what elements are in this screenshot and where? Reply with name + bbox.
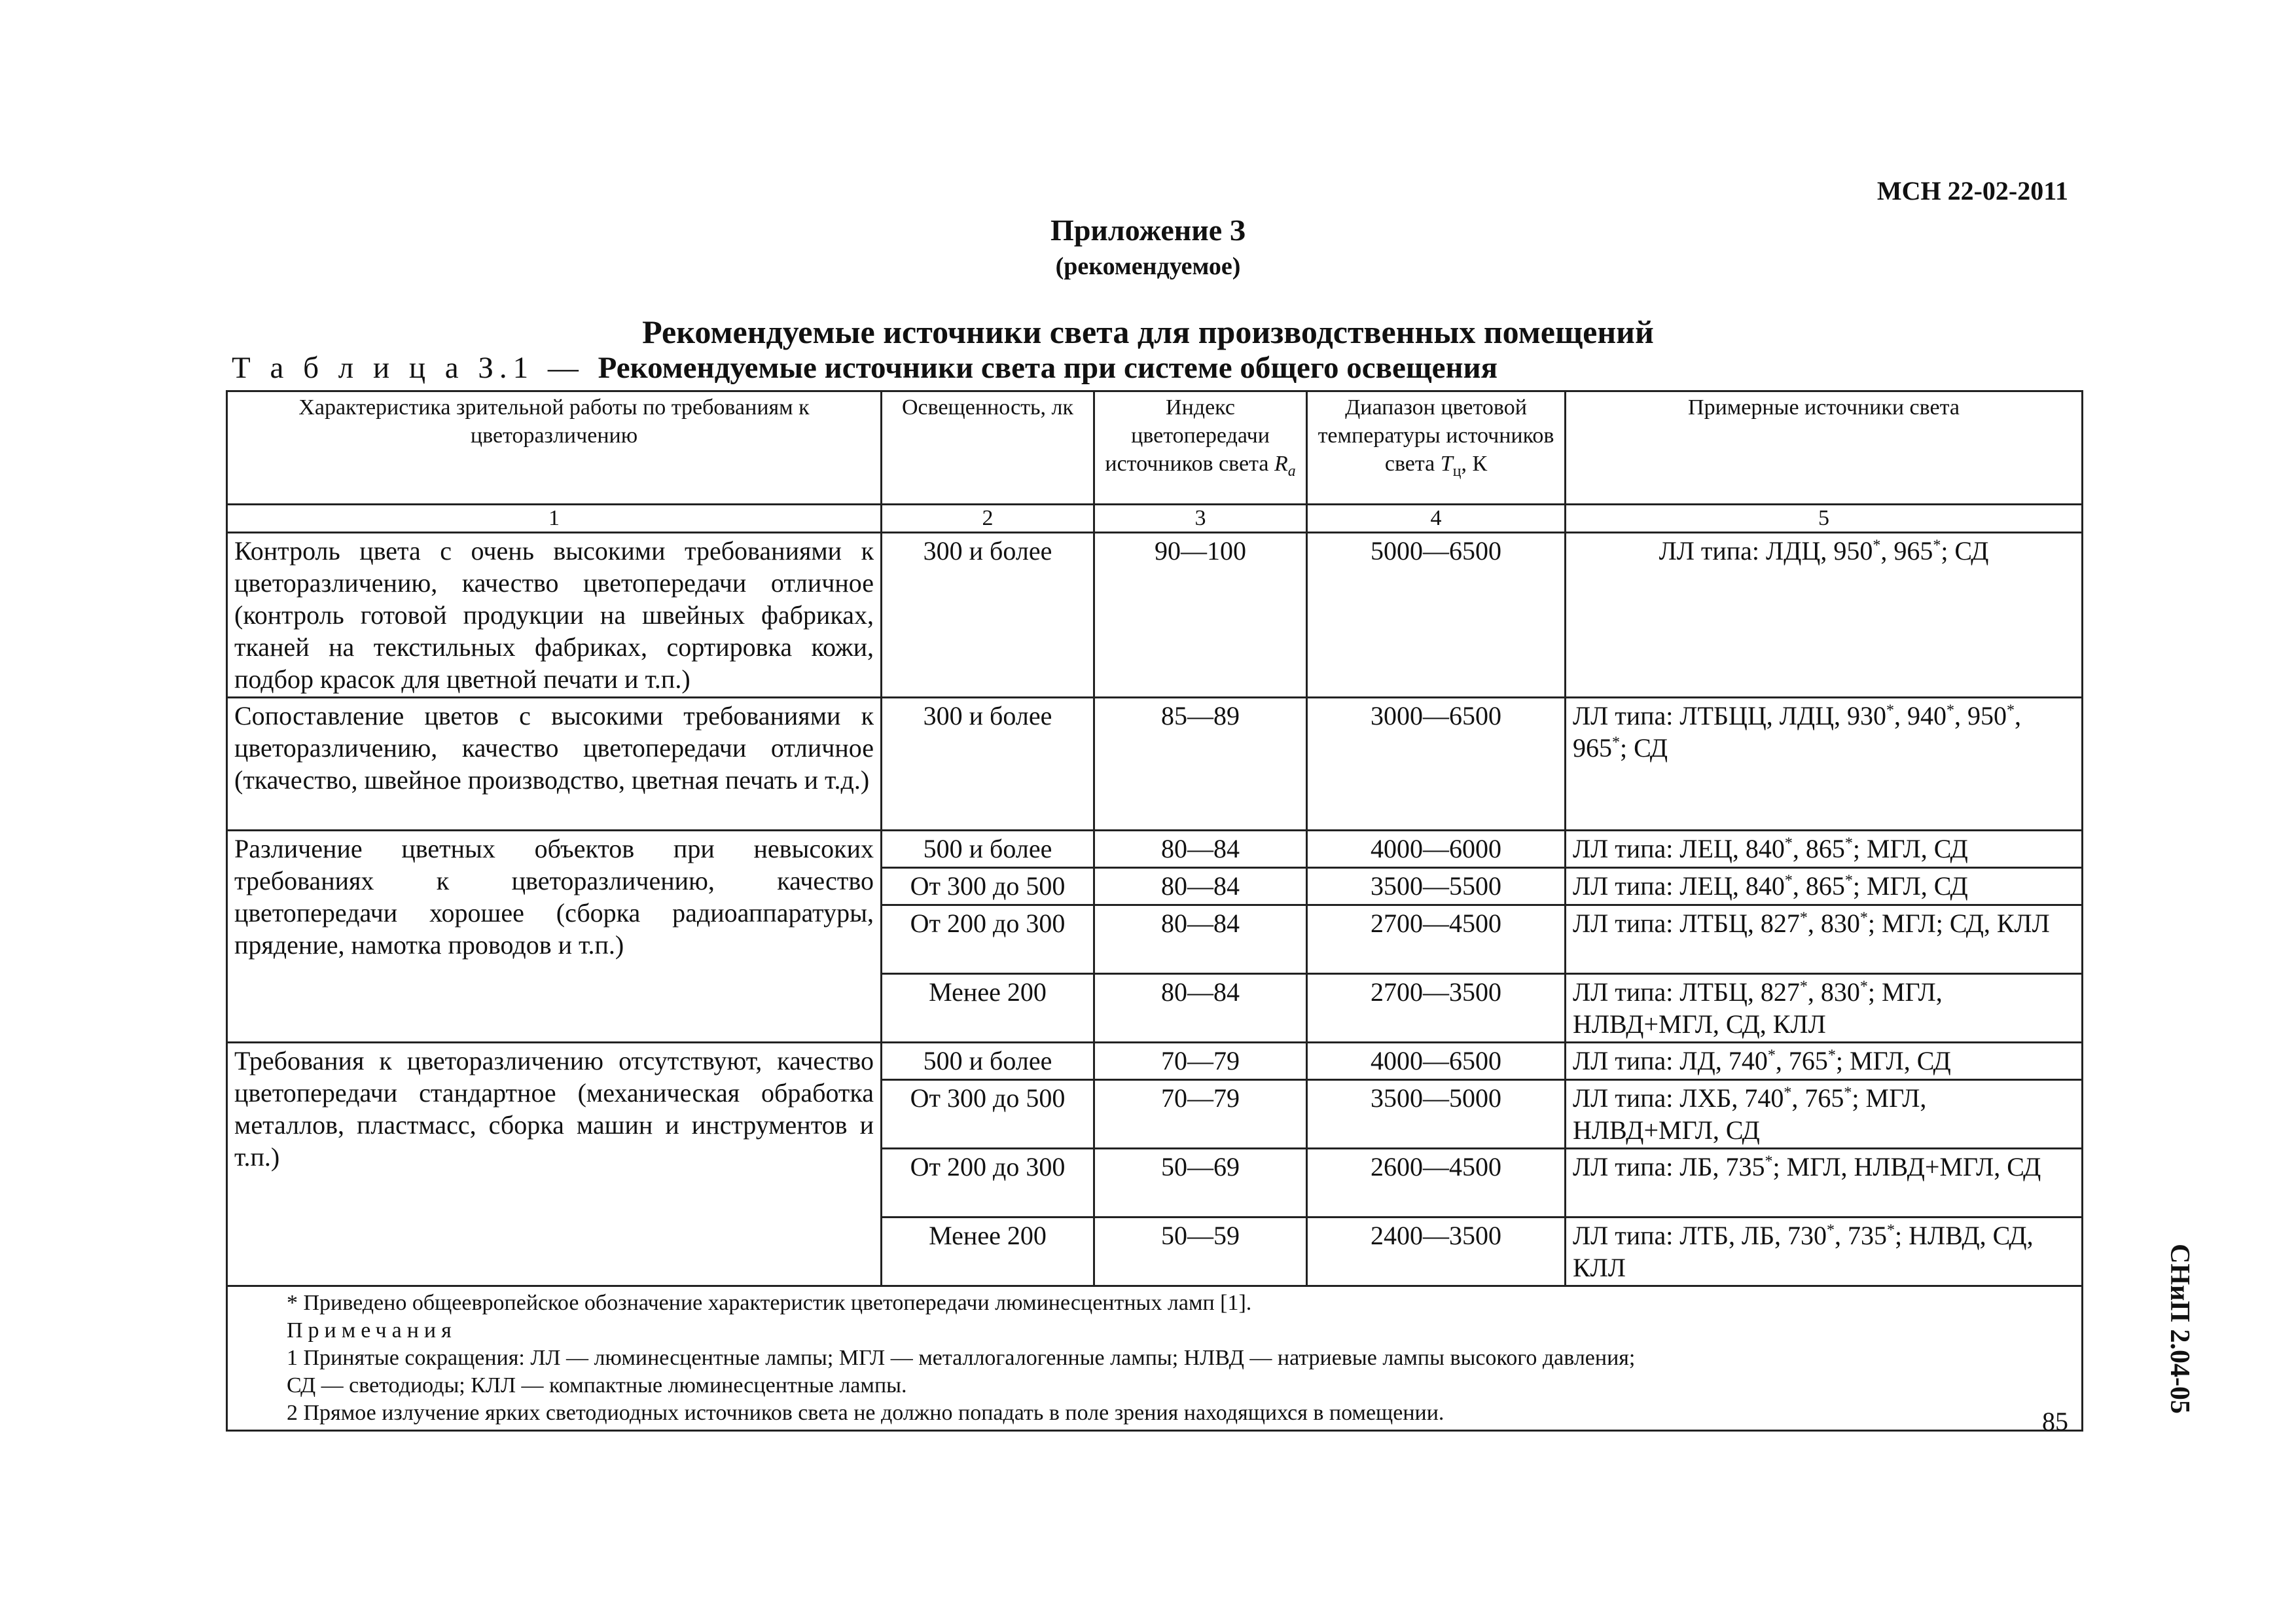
illuminance-cell: 500 и более bbox=[882, 1043, 1094, 1080]
color-temperature-cell: 3500—5000 bbox=[1307, 1080, 1566, 1149]
footnote-mark: * bbox=[1859, 978, 1868, 996]
footnote-mark: * bbox=[1933, 537, 1941, 554]
header-row bbox=[227, 391, 2083, 505]
main-title: Рекомендуемые источники света для производственных помещений bbox=[642, 314, 1654, 350]
color-temperature-cell: 5000—6500 bbox=[1307, 533, 1566, 698]
col-number: 2 bbox=[882, 505, 1094, 533]
color-index-cell: 80—84 bbox=[1094, 831, 1307, 868]
source-text: ЛЛ типа: ЛТБ, ЛБ, 730 bbox=[1573, 1221, 1827, 1250]
source-text: , 830 bbox=[1807, 977, 1860, 1007]
light-sources-cell bbox=[1566, 533, 2083, 698]
light-sources-cell bbox=[1566, 831, 2083, 868]
footnote-mark: * bbox=[1799, 978, 1808, 996]
color-temperature-cell: 3000—6500 bbox=[1307, 698, 1566, 831]
source-text: ; НЛВД, СД, КЛЛ bbox=[1573, 1221, 2034, 1282]
illuminance-cell: От 200 до 300 bbox=[882, 905, 1094, 974]
footnote-mark: * bbox=[1827, 1047, 1836, 1064]
document-code: МСН 22-02-2011 bbox=[1876, 176, 2068, 206]
temperature-unit: , К bbox=[1461, 452, 1488, 476]
ra-subscript: a bbox=[1287, 462, 1296, 480]
footnote-mark: * bbox=[1844, 872, 1853, 890]
color-index-cell: 50—69 bbox=[1094, 1149, 1307, 1218]
source-text: ; МГЛ, НЛВД+МГЛ, СД bbox=[1772, 1152, 2041, 1182]
source-text: , 735 bbox=[1835, 1221, 1888, 1250]
table-caption bbox=[232, 350, 1498, 386]
color-temperature-cell: 4000—6500 bbox=[1307, 1043, 1566, 1080]
col-number: 1 bbox=[227, 505, 882, 533]
source-text: ; СД bbox=[1620, 733, 1668, 763]
col-header-color-index-text: Индекс цветопередачи источников света bbox=[1105, 395, 1274, 476]
source-text: , 965 bbox=[1880, 536, 1933, 566]
footnote-mark: * bbox=[1784, 835, 1793, 852]
source-text: ЛЛ типа: ЛТБЦЦ, ЛДЦ, 930 bbox=[1573, 701, 1887, 731]
col-number: 4 bbox=[1307, 505, 1566, 533]
work-characteristic-cell: Требования к цветоразличению отсутствуют, качество цветопередачи стандартное (механическая обработка металлов, пластмасс, сборка машин и инструментов и т.п.) bbox=[227, 1043, 882, 1286]
color-temperature-cell: 4000—6000 bbox=[1307, 831, 1566, 868]
source-text: ; МГЛ, СД bbox=[1835, 1046, 1951, 1075]
color-index-cell: 80—84 bbox=[1094, 974, 1307, 1043]
color-temperature-cell: 3500—5500 bbox=[1307, 868, 1566, 905]
source-text: ; МГЛ, СД bbox=[1852, 871, 1968, 901]
color-temperature-cell: 2700—4500 bbox=[1307, 905, 1566, 974]
source-text: , 765 bbox=[1775, 1046, 1828, 1075]
source-text: , 965 bbox=[1573, 701, 2022, 763]
color-temperature-cell: 2400—3500 bbox=[1307, 1218, 1566, 1286]
footnote-mark: * bbox=[1946, 702, 1955, 719]
footnote-mark: * bbox=[1784, 1084, 1792, 1102]
work-characteristic-cell: Сопоставление цветов с высокими требованиями к цветоразличению, качество цветопередачи отличное (ткачество, швейное производство, цветная печать и т.д.) bbox=[227, 698, 882, 831]
footnote-mark: * bbox=[1886, 702, 1895, 719]
col-header-illuminance: Освещенность, лк bbox=[882, 391, 1094, 505]
footnote-mark: * bbox=[1827, 1221, 1835, 1239]
appendix-subtitle: (рекомендуемое) bbox=[1055, 253, 1241, 280]
source-text: ЛЛ типа: ЛХБ, 740 bbox=[1573, 1083, 1784, 1113]
source-text: ЛЛ типа: ЛЕЦ, 840 bbox=[1573, 871, 1785, 901]
illuminance-cell: Менее 200 bbox=[882, 974, 1094, 1043]
t-subscript: ц bbox=[1452, 462, 1462, 480]
col-header-light-sources: Примерные источники света bbox=[1566, 391, 2083, 505]
note-item: 2 Прямое излучение ярких светодиодных источников света не должно попадать в поле зрения находящихся в помещении. bbox=[287, 1401, 1444, 1425]
footnote-mark: * bbox=[1799, 909, 1808, 927]
illuminance-cell: От 200 до 300 bbox=[882, 1149, 1094, 1218]
source-text: , 865 bbox=[1792, 871, 1845, 901]
col-number: 3 bbox=[1094, 505, 1307, 533]
table-row bbox=[227, 533, 2083, 698]
col-header-color-temperature-text: Диапазон цветовой температуры источников света bbox=[1318, 395, 1554, 476]
col-header-work-characteristic: Характеристика зрительной работы по требованиям к цветоразличению bbox=[227, 391, 882, 505]
source-text: ; МГЛ, НЛВД+МГЛ, СД, КЛЛ bbox=[1573, 977, 1943, 1039]
table-row bbox=[227, 831, 2083, 868]
note-item: СД — светодиоды; КЛЛ — компактные люминесцентные лампы. bbox=[287, 1373, 907, 1398]
table-row bbox=[227, 698, 2083, 831]
illuminance-cell: Менее 200 bbox=[882, 1218, 1094, 1286]
light-sources-cell bbox=[1566, 1149, 2083, 1218]
source-text: ; СД bbox=[1941, 536, 1989, 566]
light-sources-cell bbox=[1566, 1218, 2083, 1286]
source-text: , 950 bbox=[1954, 701, 2007, 731]
source-text: ; МГЛ, СД bbox=[1852, 834, 1968, 863]
side-code-text: СНиП 2.04-05 bbox=[2164, 1244, 2195, 1414]
footnote-mark: * bbox=[2007, 702, 2015, 719]
source-text: , 865 bbox=[1792, 834, 1845, 863]
work-characteristic-cell: Контроль цвета с очень высокими требованиями к цветоразличению, качество цветопередачи отличное (контроль готовой продукции на швейных фабриках, тканей на текстильных фабриках, сортировка кожи, подбор красок для цветной печати и т.п.) bbox=[227, 533, 882, 698]
light-sources-table bbox=[226, 390, 2083, 1432]
color-temperature-cell: 2600—4500 bbox=[1307, 1149, 1566, 1218]
footnote-mark: * bbox=[1859, 909, 1868, 927]
ra-symbol: R bbox=[1274, 452, 1288, 476]
color-index-cell: 70—79 bbox=[1094, 1043, 1307, 1080]
source-text: ЛЛ типа: ЛБ, 735 bbox=[1573, 1152, 1765, 1182]
side-code bbox=[2160, 1218, 2199, 1440]
illuminance-cell: 300 и более bbox=[882, 533, 1094, 698]
light-sources-cell bbox=[1566, 698, 2083, 831]
appendix-title: Приложение З bbox=[1050, 213, 1246, 247]
illuminance-cell: 500 и более bbox=[882, 831, 1094, 868]
t-symbol: T bbox=[1440, 452, 1453, 476]
footnote-mark: * bbox=[1873, 537, 1881, 554]
notes-row bbox=[227, 1286, 2083, 1431]
table-row bbox=[227, 1043, 2083, 1080]
color-index-cell: 85—89 bbox=[1094, 698, 1307, 831]
work-characteristic-cell: Различение цветных объектов при невысоких требованиях к цветоразличению, качество цветопередачи хорошее (сборка радиоаппаратуры, прядение, намотка проводов и т.п.) bbox=[227, 831, 882, 1043]
source-text: ЛЛ типа: ЛЕЦ, 840 bbox=[1573, 834, 1785, 863]
illuminance-cell: От 300 до 500 bbox=[882, 868, 1094, 905]
page-number: 85 bbox=[2042, 1407, 2068, 1436]
source-text: ; МГЛ, НЛВД+МГЛ, СД bbox=[1573, 1083, 1927, 1145]
col-number: 5 bbox=[1566, 505, 2083, 533]
col-header-color-index bbox=[1094, 391, 1307, 505]
column-numbers-row bbox=[227, 505, 2083, 533]
footnote-mark: * bbox=[1612, 734, 1620, 751]
source-text: ЛЛ типа: ЛД, 740 bbox=[1573, 1046, 1768, 1075]
source-text: ЛЛ типа: ЛДЦ, 950 bbox=[1659, 536, 1873, 566]
footnote-mark: * bbox=[1767, 1047, 1776, 1064]
color-index-cell: 50—59 bbox=[1094, 1218, 1307, 1286]
light-sources-cell bbox=[1566, 1043, 2083, 1080]
illuminance-cell: От 300 до 500 bbox=[882, 1080, 1094, 1149]
source-text: , 940 bbox=[1894, 701, 1947, 731]
table-caption-title: Рекомендуемые источники света при системе общего освещения bbox=[598, 351, 1498, 385]
source-text: ; МГЛ; СД, КЛЛ bbox=[1867, 909, 2050, 938]
footnote-mark: * bbox=[1844, 1084, 1852, 1102]
color-index-cell: 80—84 bbox=[1094, 868, 1307, 905]
color-index-cell: 80—84 bbox=[1094, 905, 1307, 974]
source-text: ЛЛ типа: ЛТБЦ, 827 bbox=[1573, 977, 1800, 1007]
table-caption-label: Т а б л и ц а З.1 — bbox=[232, 351, 598, 385]
light-sources-cell bbox=[1566, 868, 2083, 905]
footnote: * Приведено общеевропейское обозначение характеристик цветопередачи люминесцентных ламп [1]. bbox=[287, 1291, 1252, 1315]
footnote-mark: * bbox=[1844, 835, 1853, 852]
notes-heading: Примечания bbox=[287, 1318, 457, 1343]
footnote-mark: * bbox=[1765, 1153, 1773, 1170]
note-item: 1 Принятые сокращения: ЛЛ — люминесцентные лампы; МГЛ — металлогалогенные лампы; НЛВД — натриевые лампы высокого давления; bbox=[287, 1346, 1636, 1370]
footnote-mark: * bbox=[1887, 1221, 1895, 1239]
illuminance-cell: 300 и более bbox=[882, 698, 1094, 831]
table-notes bbox=[227, 1286, 2083, 1431]
light-sources-cell bbox=[1566, 905, 2083, 974]
source-text: ЛЛ типа: ЛТБЦ, 827 bbox=[1573, 909, 1800, 938]
color-temperature-cell: 2700—3500 bbox=[1307, 974, 1566, 1043]
col-header-color-temperature bbox=[1307, 391, 1566, 505]
source-text: , 765 bbox=[1791, 1083, 1844, 1113]
source-text: , 830 bbox=[1807, 909, 1860, 938]
light-sources-cell bbox=[1566, 1080, 2083, 1149]
color-index-cell: 90—100 bbox=[1094, 533, 1307, 698]
footnote-mark: * bbox=[1784, 872, 1793, 890]
color-index-cell: 70—79 bbox=[1094, 1080, 1307, 1149]
light-sources-cell bbox=[1566, 974, 2083, 1043]
